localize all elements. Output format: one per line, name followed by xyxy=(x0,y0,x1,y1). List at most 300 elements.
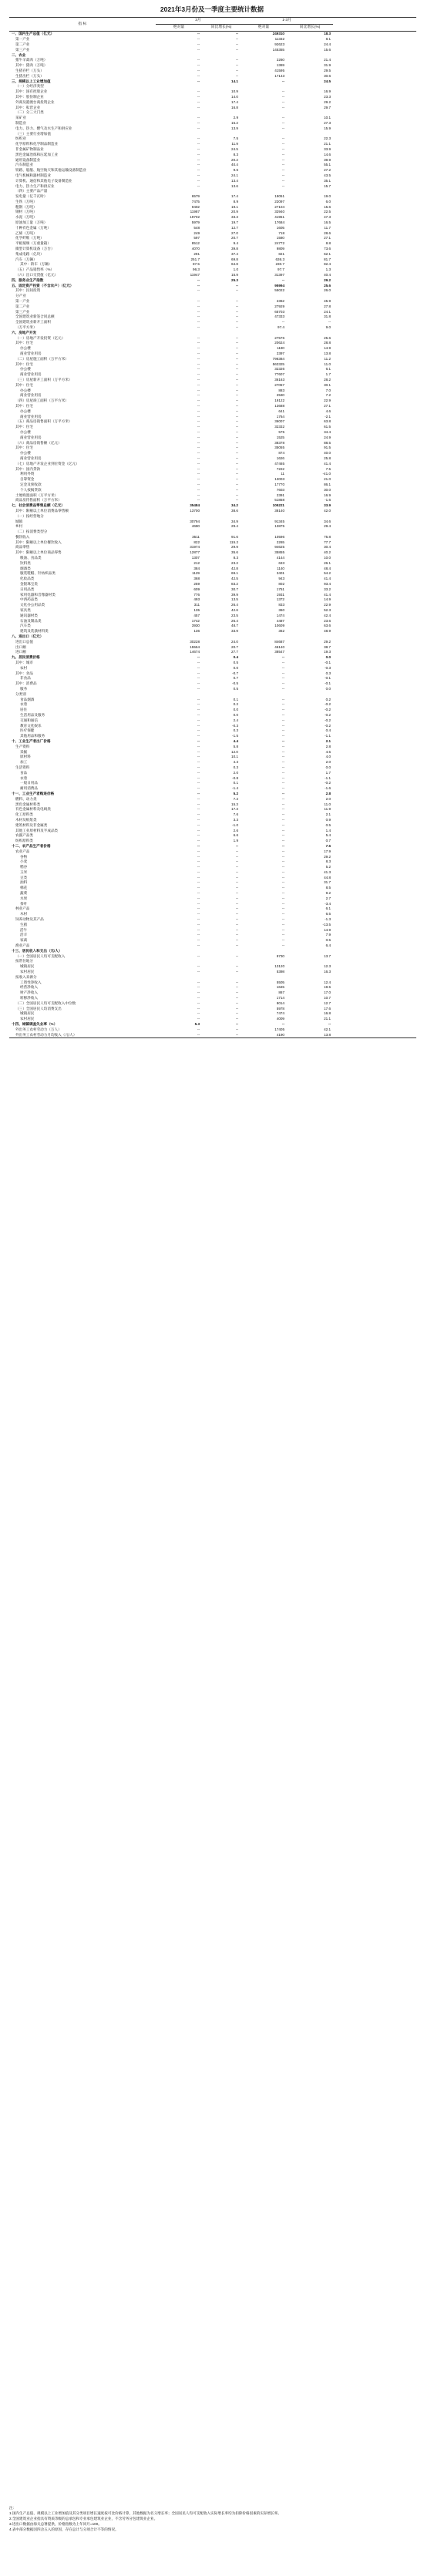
row-value: 821 xyxy=(278,251,284,256)
row-value: -1.0 xyxy=(232,822,238,827)
row-value: -- xyxy=(281,849,284,853)
row-value: -- xyxy=(197,933,200,937)
row-value: 26.4 xyxy=(231,618,238,623)
row-value: -- xyxy=(281,770,284,775)
row-value: -- xyxy=(235,1000,238,1005)
row-indicator: 商业营业用房 xyxy=(20,456,42,460)
row-indicator: 商业营业用房 xyxy=(20,351,42,355)
table-row xyxy=(9,723,416,728)
row-value: 10.7 xyxy=(324,996,331,1000)
row-spacer xyxy=(333,409,416,414)
row-value: 15.6 xyxy=(324,204,331,209)
row-value: -- xyxy=(197,37,200,42)
row-spacer xyxy=(333,513,416,519)
row-value: 22.3 xyxy=(324,136,331,141)
row-value: -- xyxy=(235,466,238,471)
row-value: 27.8 xyxy=(324,304,331,308)
row-value: 0.3 xyxy=(233,765,238,769)
row-indicator: 文化办公用品类 xyxy=(20,603,45,607)
row-value: -- xyxy=(281,157,284,162)
row-indicator: 城镇居民 xyxy=(20,964,35,969)
row-value: -- xyxy=(281,671,284,675)
row-value: -- xyxy=(281,94,284,99)
row-indicator: 城镇居民 xyxy=(20,1011,35,1016)
row-value: -- xyxy=(235,980,238,984)
row-indicator: （一）按经营地分 xyxy=(15,513,44,518)
row-indicator: 商业营业用房 xyxy=(20,372,42,377)
row-value xyxy=(241,189,287,194)
row-value: -- xyxy=(281,775,284,780)
row-value: -- xyxy=(235,990,238,995)
row-spacer xyxy=(333,277,416,283)
row-value: 1580 xyxy=(276,236,284,240)
row-value: -0.3 xyxy=(325,665,331,670)
table-row xyxy=(9,178,416,183)
row-spacer xyxy=(333,215,416,220)
row-value: 1764 xyxy=(276,414,284,419)
table-row xyxy=(9,461,416,466)
row-spacer xyxy=(333,440,416,446)
row-spacer xyxy=(333,560,416,566)
row-value: -0.1 xyxy=(325,681,331,686)
row-value: 2265 xyxy=(276,540,284,544)
row-value: 17405 xyxy=(274,1027,284,1031)
row-spacer xyxy=(333,828,416,833)
table-row xyxy=(9,566,416,571)
row-value: 25.8 xyxy=(324,456,331,460)
table-row xyxy=(9,388,416,393)
row-value: -- xyxy=(235,446,238,450)
row-spacer xyxy=(333,974,416,980)
table-row xyxy=(9,399,416,404)
footnote-label: 注： xyxy=(9,2506,17,2510)
table-row xyxy=(9,765,416,771)
row-value: -- xyxy=(235,440,238,445)
row-indicator: 小麦 xyxy=(20,859,28,864)
row-indicator: 办公楼 xyxy=(20,388,31,392)
row-value: -- xyxy=(197,472,200,476)
row-value: 563325 xyxy=(272,362,284,366)
row-value: 8014 xyxy=(276,1000,284,1005)
row-value: 9402 xyxy=(191,204,200,209)
row-spacer xyxy=(333,786,416,792)
row-spacer xyxy=(333,116,416,121)
row-indicator: 玉米 xyxy=(20,869,28,874)
row-value: -- xyxy=(281,712,284,717)
table-row xyxy=(9,194,416,200)
row-spacer xyxy=(333,844,416,849)
table-row xyxy=(9,220,416,226)
row-value: -- xyxy=(197,105,200,109)
table-row xyxy=(9,414,416,419)
row-value: -- xyxy=(281,901,284,906)
row-value: 8.3 xyxy=(325,859,331,864)
row-value: -- xyxy=(197,487,200,492)
row-value: 84687 xyxy=(274,639,284,644)
row-indicator: 其中：城市 xyxy=(15,661,33,665)
row-value: 0.9 xyxy=(325,817,331,822)
row-spacer xyxy=(333,204,416,210)
row-value: 39.8 xyxy=(231,247,238,251)
row-value: 11 xyxy=(281,472,284,476)
row-value: -- xyxy=(197,362,200,366)
row-value: 17.4 xyxy=(231,194,238,199)
row-value: 39.9 xyxy=(231,592,238,597)
row-spacer xyxy=(333,970,416,975)
row-spacer xyxy=(333,697,416,702)
row-value: -- xyxy=(197,676,200,681)
row-value: 9730 xyxy=(276,953,284,958)
row-value: 33.9 xyxy=(231,629,238,634)
row-indicator: 定金及预收款 xyxy=(20,482,42,486)
row-value: -- xyxy=(235,865,238,869)
row-value: 259 xyxy=(193,582,200,587)
row-value: 597 xyxy=(193,236,200,240)
table-row xyxy=(9,540,416,545)
row-value: -- xyxy=(197,839,200,843)
row-indicator: 农村居民 xyxy=(20,1017,35,1021)
row-value: 97.7 xyxy=(278,267,284,272)
table-row xyxy=(9,84,416,89)
row-value: 11.7 xyxy=(324,225,331,230)
row-value: 8.1 xyxy=(325,37,331,42)
row-value: -- xyxy=(197,938,200,943)
table-row xyxy=(9,922,416,927)
row-value: -- xyxy=(197,917,200,922)
row-spacer xyxy=(333,346,416,351)
row-value: -- xyxy=(197,880,200,885)
row-value: -- xyxy=(235,917,238,922)
row-value xyxy=(156,294,202,299)
row-spacer xyxy=(333,582,416,587)
row-spacer xyxy=(333,959,416,964)
row-value: 384 xyxy=(193,566,200,570)
row-value: 362 xyxy=(278,629,284,634)
row-value: 6.4 xyxy=(325,943,331,948)
row-value: -- xyxy=(235,869,238,874)
row-value: 10596 xyxy=(274,534,284,539)
row-value: 14.9 xyxy=(324,927,331,932)
row-value: 48.7 xyxy=(231,624,238,628)
row-value: 457 xyxy=(193,613,200,617)
row-indicator: 其中：限额以上单位消费品零售额 xyxy=(15,508,69,513)
row-spacer xyxy=(333,948,416,953)
row-value: 0.0 xyxy=(233,665,238,670)
row-value: 1.3 xyxy=(325,267,331,272)
row-value: 17684 xyxy=(274,220,284,225)
table-row xyxy=(9,739,416,745)
row-value: -- xyxy=(281,708,284,712)
row-value xyxy=(202,974,241,980)
table-row xyxy=(9,225,416,230)
row-value: 44.8 xyxy=(324,875,331,879)
table-row xyxy=(9,822,416,828)
row-value: -- xyxy=(197,314,200,319)
row-value xyxy=(202,189,241,194)
row-value: 55.1 xyxy=(324,163,331,167)
row-value: 7603 xyxy=(276,487,284,492)
row-spacer xyxy=(333,618,416,624)
table-row xyxy=(9,47,416,52)
table-row xyxy=(9,577,416,582)
row-indicator: 饲养动物及其产品 xyxy=(15,917,44,922)
row-spacer xyxy=(333,901,416,906)
header-blank xyxy=(333,18,416,32)
row-indicator: 其中：限额以上单位商品零售 xyxy=(15,550,62,555)
row-value: -- xyxy=(197,687,200,691)
table-row xyxy=(9,382,416,388)
table-row xyxy=(9,608,416,614)
table-row xyxy=(9,927,416,933)
row-indicator: 水果 xyxy=(20,896,28,900)
row-indicator: 办公楼 xyxy=(20,367,31,372)
row-value: 2.0 xyxy=(325,760,331,765)
row-value: -- xyxy=(235,456,238,460)
row-value: -- xyxy=(281,807,284,812)
row-value: 145355 xyxy=(272,47,284,52)
row-spacer xyxy=(333,870,416,876)
row-value: -- xyxy=(197,865,200,869)
row-value: 32940 xyxy=(274,210,284,214)
row-value: 25.3 xyxy=(231,277,238,282)
row-value: 52.3 xyxy=(324,608,331,613)
row-indicator: 出口额 xyxy=(15,644,26,649)
row-value: 776 xyxy=(193,592,200,597)
row-value xyxy=(287,530,333,535)
row-indicator: （五）产品销售率（%） xyxy=(15,267,55,272)
row-value: 1931 xyxy=(276,592,284,597)
row-value: 7.5 xyxy=(233,136,238,141)
row-value: 27.7 xyxy=(231,650,238,654)
row-value: 1.0 xyxy=(233,267,238,272)
row-spacer xyxy=(333,487,416,493)
row-value: -- xyxy=(197,183,200,188)
row-value: -- xyxy=(197,990,200,995)
row-value: 17.3 xyxy=(231,807,238,812)
row-value xyxy=(241,691,287,697)
row-value: 63.6 xyxy=(324,624,331,628)
table-row xyxy=(9,755,416,760)
row-value: 33.2 xyxy=(324,587,331,591)
row-value: -- xyxy=(235,1006,238,1011)
row-spacer xyxy=(333,1000,416,1006)
row-value xyxy=(202,110,241,116)
row-spacer xyxy=(333,917,416,923)
row-value xyxy=(241,634,287,640)
row-value: -- xyxy=(197,456,200,460)
row-value: -- xyxy=(197,32,200,36)
row-value: -- xyxy=(235,429,238,434)
table-row xyxy=(9,1032,416,1037)
row-value: 82.4 xyxy=(324,262,331,267)
row-value: 11.0 xyxy=(324,362,331,366)
table-row xyxy=(9,257,416,262)
row-value: -- xyxy=(235,68,238,72)
row-indicator: 燃料、动力类 xyxy=(15,796,37,801)
row-value xyxy=(287,294,333,299)
table-row xyxy=(9,236,416,241)
table-row xyxy=(9,513,416,519)
table-row xyxy=(9,938,416,943)
row-spacer xyxy=(333,906,416,912)
row-value: 41951 xyxy=(274,215,284,220)
table-row xyxy=(9,629,416,634)
row-value xyxy=(202,634,241,640)
footnotes xyxy=(9,2505,416,2532)
row-value: 4144 xyxy=(276,556,284,560)
row-value: -- xyxy=(197,466,200,471)
row-spacer xyxy=(333,37,416,42)
row-value xyxy=(156,84,202,89)
row-spacer xyxy=(333,734,416,739)
row-value: 0.7 xyxy=(325,839,331,843)
row-value: -- xyxy=(197,409,200,413)
row-value: -- xyxy=(156,1032,202,1037)
table-row xyxy=(9,896,416,901)
row-value: 31.7 xyxy=(324,880,331,885)
row-value: -- xyxy=(281,822,284,827)
row-value xyxy=(287,84,333,89)
row-value: -- xyxy=(197,126,200,130)
row-spacer xyxy=(333,755,416,760)
row-value: -- xyxy=(281,765,284,769)
table-row xyxy=(9,121,416,126)
row-indicator: 制造业 xyxy=(15,120,26,125)
row-spacer xyxy=(333,472,416,477)
row-indicator: 采矿业 xyxy=(15,116,26,120)
row-value: 17.6 xyxy=(324,1006,331,1011)
row-indicator: 九、居民消费价格 xyxy=(12,655,40,660)
row-indicator: 第三产业 xyxy=(15,47,30,52)
table-row xyxy=(9,1027,416,1032)
row-value: 15.2 xyxy=(231,120,238,125)
row-spacer xyxy=(333,147,416,153)
row-value: 42.6 xyxy=(231,608,238,613)
row-value: -- xyxy=(197,922,200,926)
row-spacer xyxy=(333,927,416,933)
row-indicator: 农村 xyxy=(20,665,28,670)
row-value: -- xyxy=(281,875,284,879)
row-indicator: 生产资料 xyxy=(15,744,30,748)
table-row xyxy=(9,865,416,870)
row-spacer xyxy=(333,739,416,745)
row-spacer xyxy=(333,47,416,52)
table-row xyxy=(9,545,416,550)
row-value: 47333 xyxy=(274,314,284,319)
row-indicator: 家禽 xyxy=(20,938,28,943)
table-row xyxy=(9,283,416,288)
row-spacer xyxy=(333,178,416,183)
row-value: -- xyxy=(281,734,284,738)
table-row xyxy=(9,524,416,530)
row-value: -- xyxy=(197,136,200,141)
row-value: 11.0 xyxy=(324,802,331,806)
table-row xyxy=(9,304,416,309)
row-value: 13003 xyxy=(274,477,284,482)
row-indicator: 外商及港澳台商投资企业 xyxy=(15,99,55,104)
row-value: 23.5 xyxy=(231,613,238,617)
table-row xyxy=(9,587,416,592)
row-value: 0.5 xyxy=(325,822,331,827)
row-indicator: 粮油、食品类 xyxy=(20,556,42,560)
row-value: -- xyxy=(235,320,238,325)
row-indicator: 转移净收入 xyxy=(20,996,38,1000)
table-row xyxy=(9,697,416,702)
row-spacer xyxy=(333,687,416,692)
row-value: -0.3 xyxy=(232,723,238,728)
row-spacer xyxy=(333,597,416,603)
row-value: 16.8 xyxy=(231,105,238,109)
row-value: -- xyxy=(281,786,284,791)
row-value xyxy=(241,84,287,89)
row-value: 1190 xyxy=(277,346,284,351)
row-value: -- xyxy=(235,970,238,974)
row-spacer xyxy=(333,760,416,765)
row-value: 9.6 xyxy=(233,168,238,173)
row-value: -- xyxy=(235,362,238,366)
row-value: 4009 xyxy=(276,1017,284,1021)
row-indicator: 交通和通信 xyxy=(20,718,38,722)
row-indicator: 有色金属材料及电线类 xyxy=(15,807,51,812)
row-spacer xyxy=(333,702,416,708)
row-spacer xyxy=(333,419,416,425)
row-indicator: 其中：轿车（万辆） xyxy=(20,262,52,267)
row-indicator: 居住 xyxy=(20,708,28,712)
row-value xyxy=(202,84,241,89)
row-indicator: 活羊 xyxy=(20,933,28,937)
row-value: -- xyxy=(281,163,284,167)
row-value: -- xyxy=(197,429,200,434)
row-value: -- xyxy=(197,351,200,355)
row-value: -- xyxy=(197,791,200,795)
row-value: 9.2 xyxy=(325,891,331,896)
table-row xyxy=(9,262,416,267)
row-value: -- xyxy=(197,498,200,503)
row-value: 548 xyxy=(193,225,200,230)
row-value xyxy=(156,110,202,116)
row-value: 0.4 xyxy=(233,655,238,660)
row-value: 13.7 xyxy=(324,953,331,958)
row-value: -- xyxy=(197,869,200,874)
table-row xyxy=(9,917,416,923)
row-value: -- xyxy=(197,964,200,969)
row-value: -- xyxy=(197,58,200,62)
table-row xyxy=(9,655,416,661)
row-spacer xyxy=(333,896,416,901)
row-indicator: （六）出口交货值（亿元） xyxy=(15,273,59,277)
row-value: -- xyxy=(235,891,238,896)
row-value: 796384 xyxy=(272,356,284,361)
row-value: 0.4 xyxy=(325,728,331,733)
row-value: -- xyxy=(197,953,200,958)
row-value: 54.2 xyxy=(324,571,331,576)
row-value: -- xyxy=(281,896,284,900)
row-value: 30228 xyxy=(190,639,200,644)
row-indicator: 林业产品 xyxy=(15,906,30,911)
row-value: 29.2 xyxy=(324,854,331,859)
row-spacer xyxy=(333,964,416,970)
table-header xyxy=(9,18,416,32)
row-value: -- xyxy=(281,173,284,177)
row-spacer xyxy=(333,79,416,84)
row-value: 8.3 xyxy=(233,556,238,560)
row-indicator: 全国建筑业新开工面积 xyxy=(15,320,51,325)
table-row xyxy=(9,247,416,252)
row-value: -- xyxy=(235,325,238,330)
row-indicator: 其他工业原材料及半成品类 xyxy=(15,828,59,832)
row-value: -- xyxy=(235,487,238,492)
row-value: 12.4 xyxy=(324,980,331,984)
